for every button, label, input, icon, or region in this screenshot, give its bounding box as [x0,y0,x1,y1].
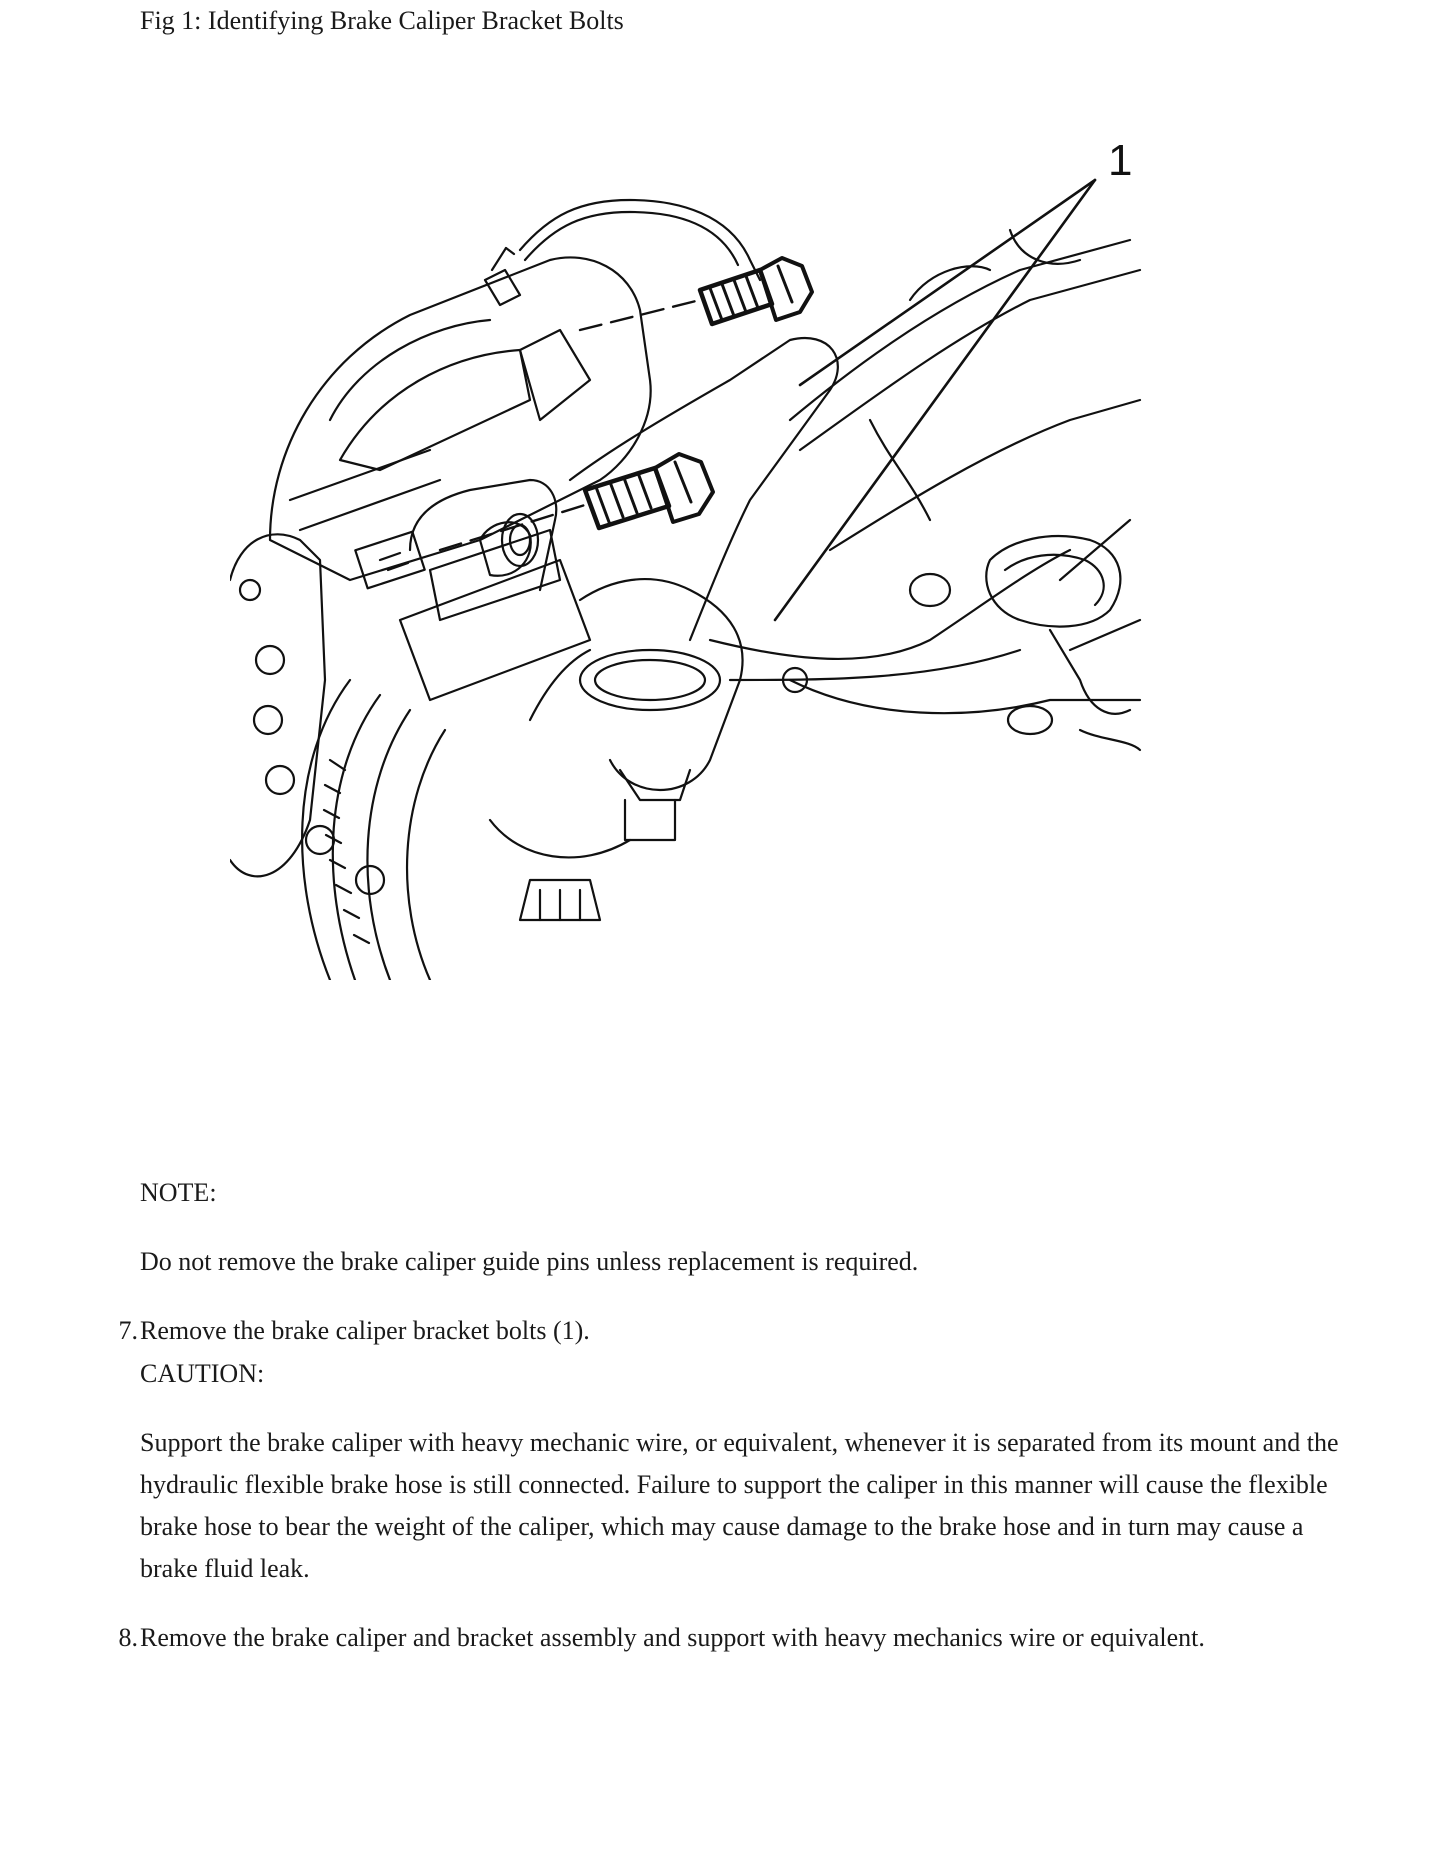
caution-label: CAUTION: [140,1359,265,1388]
brake-caliper [270,257,651,620]
figure-title: Fig 1: Identifying Brake Caliper Bracket Bolts [140,6,624,35]
bleeder-valve [485,248,520,305]
caution-paragraph: Support the brake caliper with heavy mechanic wire, or equivalent, whenever it is separated from its mount and the hydraulic flexible brake hose is still connected. Failure to support the caliper in this manner will cause the flexible brake hose to bear the weight of the caliper, which may cause damage to the brake hose and in turn may cause a brake fluid leak. [140,1428,1339,1583]
step-number: 8. [118,1623,138,1652]
note-label: NOTE: [140,1178,217,1207]
step-text: Remove the brake caliper bracket bolts (1). [140,1316,590,1345]
caliper-bracket [400,480,590,700]
lower-ball-joint-nut [490,820,630,920]
wheel-hub [230,534,384,894]
step-item [118,1617,1360,1659]
callout-leader-upper [800,180,1095,385]
caution-text [140,1422,1360,1590]
steering-knuckle [530,338,838,840]
caliper-bracket-bolt-upper [700,258,812,324]
control-arm [710,230,1140,750]
callout-number: 1 [1108,136,1133,185]
step-item [118,1310,1360,1352]
brake-rotor [302,680,445,980]
caliper-bracket-bolt-lower [585,454,713,528]
step-number: 7. [118,1316,138,1345]
brake-caliper-illustration [230,120,1250,980]
step-text: Remove the brake caliper and bracket assembly and support with heavy mechanics wire or equivalent. [140,1623,1205,1652]
note-text: Do not remove the brake caliper guide pins unless replacement is required. [140,1247,919,1276]
